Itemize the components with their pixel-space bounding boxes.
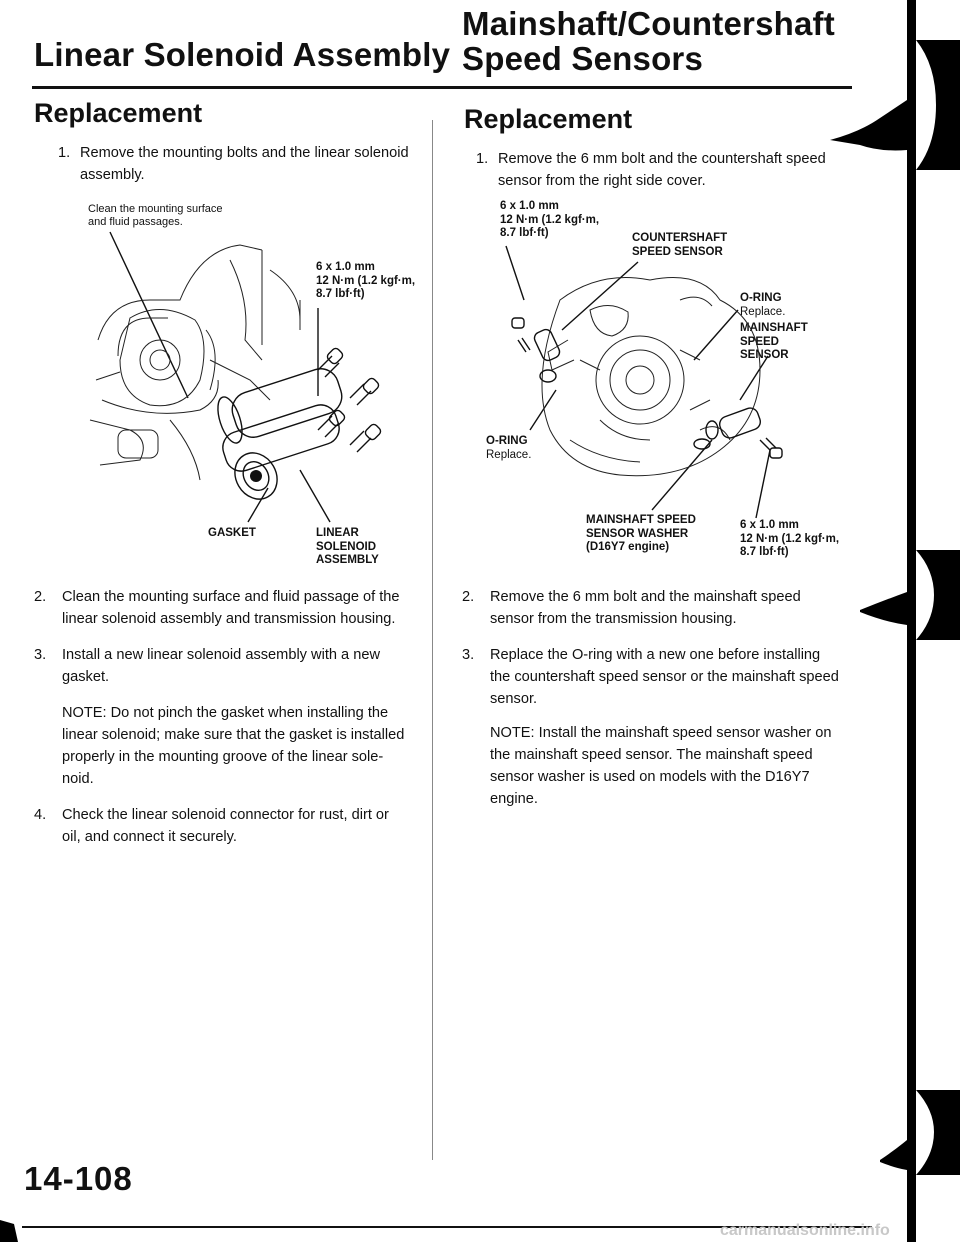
clean-note-label: Clean the mounting surface and fluid passages. <box>88 203 223 228</box>
countershaft-sensor-label: COUNTERSHAFT SPEED SENSOR <box>632 232 728 258</box>
step-number: 4. <box>34 807 47 823</box>
oring-right-label: O-RING Replace. <box>740 292 786 318</box>
right-bolt-spec-bottom-label: 6 x 1.0 mm 12 N·m (1.2 kgf·m, 8.7 lbf·ft) <box>740 519 840 558</box>
step-text: Remove the 6 mm bolt and the mainshaft speed sensor from the transmission housing. <box>490 589 801 627</box>
step-number: 2. <box>34 589 47 605</box>
right-page-title-line2: Speed Sensors <box>462 40 704 77</box>
step-text: Install a new linear solenoid assembly with a new gasket. <box>62 647 380 685</box>
right-page-title-line1: Mainshaft/Countershaft <box>462 5 835 42</box>
step-number: 1. <box>58 145 71 161</box>
step-text: Check the linear solenoid connector for rust, dirt or oil, and connect it securely. <box>62 807 389 845</box>
linear-solenoid-label: LINEAR SOLENOID ASSEMBLY <box>316 527 379 566</box>
step-text: Remove the 6 mm bolt and the countershaft speed sensor from the right side cover. <box>498 151 826 189</box>
page-number: 14-108 <box>24 1160 133 1197</box>
step-text: Replace the O-ring with a new one before installing the countershaft speed sensor or the mainshaft speed sensor. <box>490 647 839 707</box>
step-number: 3. <box>34 647 47 663</box>
step-text: Clean the mounting surface and fluid passage of the linear solenoid assembly and transmission housing. <box>62 589 400 627</box>
left-section-heading: Replacement <box>34 98 203 128</box>
left-page-title: Linear Solenoid Assembly <box>34 36 451 73</box>
step-number: 1. <box>476 151 489 167</box>
right-bolt-spec-top-label: 6 x 1.0 mm 12 N·m (1.2 kgf·m, 8.7 lbf·ft) <box>500 200 600 239</box>
right-section-heading: Replacement <box>464 104 633 134</box>
mainshaft-sensor-label: MAINSHAFT SPEED SENSOR <box>740 322 808 361</box>
oring-left-label: O-RING Replace. <box>486 435 532 461</box>
gasket-label: GASKET <box>208 527 256 539</box>
step-number: 3. <box>462 647 475 663</box>
step-number: 2. <box>462 589 475 605</box>
step-text: Remove the mounting bolts and the linear solenoid assembly. <box>80 145 409 183</box>
washer-label: MAINSHAFT SPEED SENSOR WASHER (D16Y7 engine) <box>586 514 696 553</box>
left-bolt-spec-label: 6 x 1.0 mm 12 N·m (1.2 kgf·m, 8.7 lbf·ft) <box>316 261 416 300</box>
note-text: NOTE: Install the mainshaft speed sensor washer on the mainshaft speed sensor. The mainshaft speed sensor washer is used on models with the D16Y7 engine. <box>490 725 832 807</box>
watermark: carmanualsonline.info <box>720 1222 890 1239</box>
note-text: NOTE: Do not pinch the gasket when installing the linear solenoid; make sure that the gasket is installed properly in the mounting groove of the linear sole- noid. <box>62 705 405 787</box>
